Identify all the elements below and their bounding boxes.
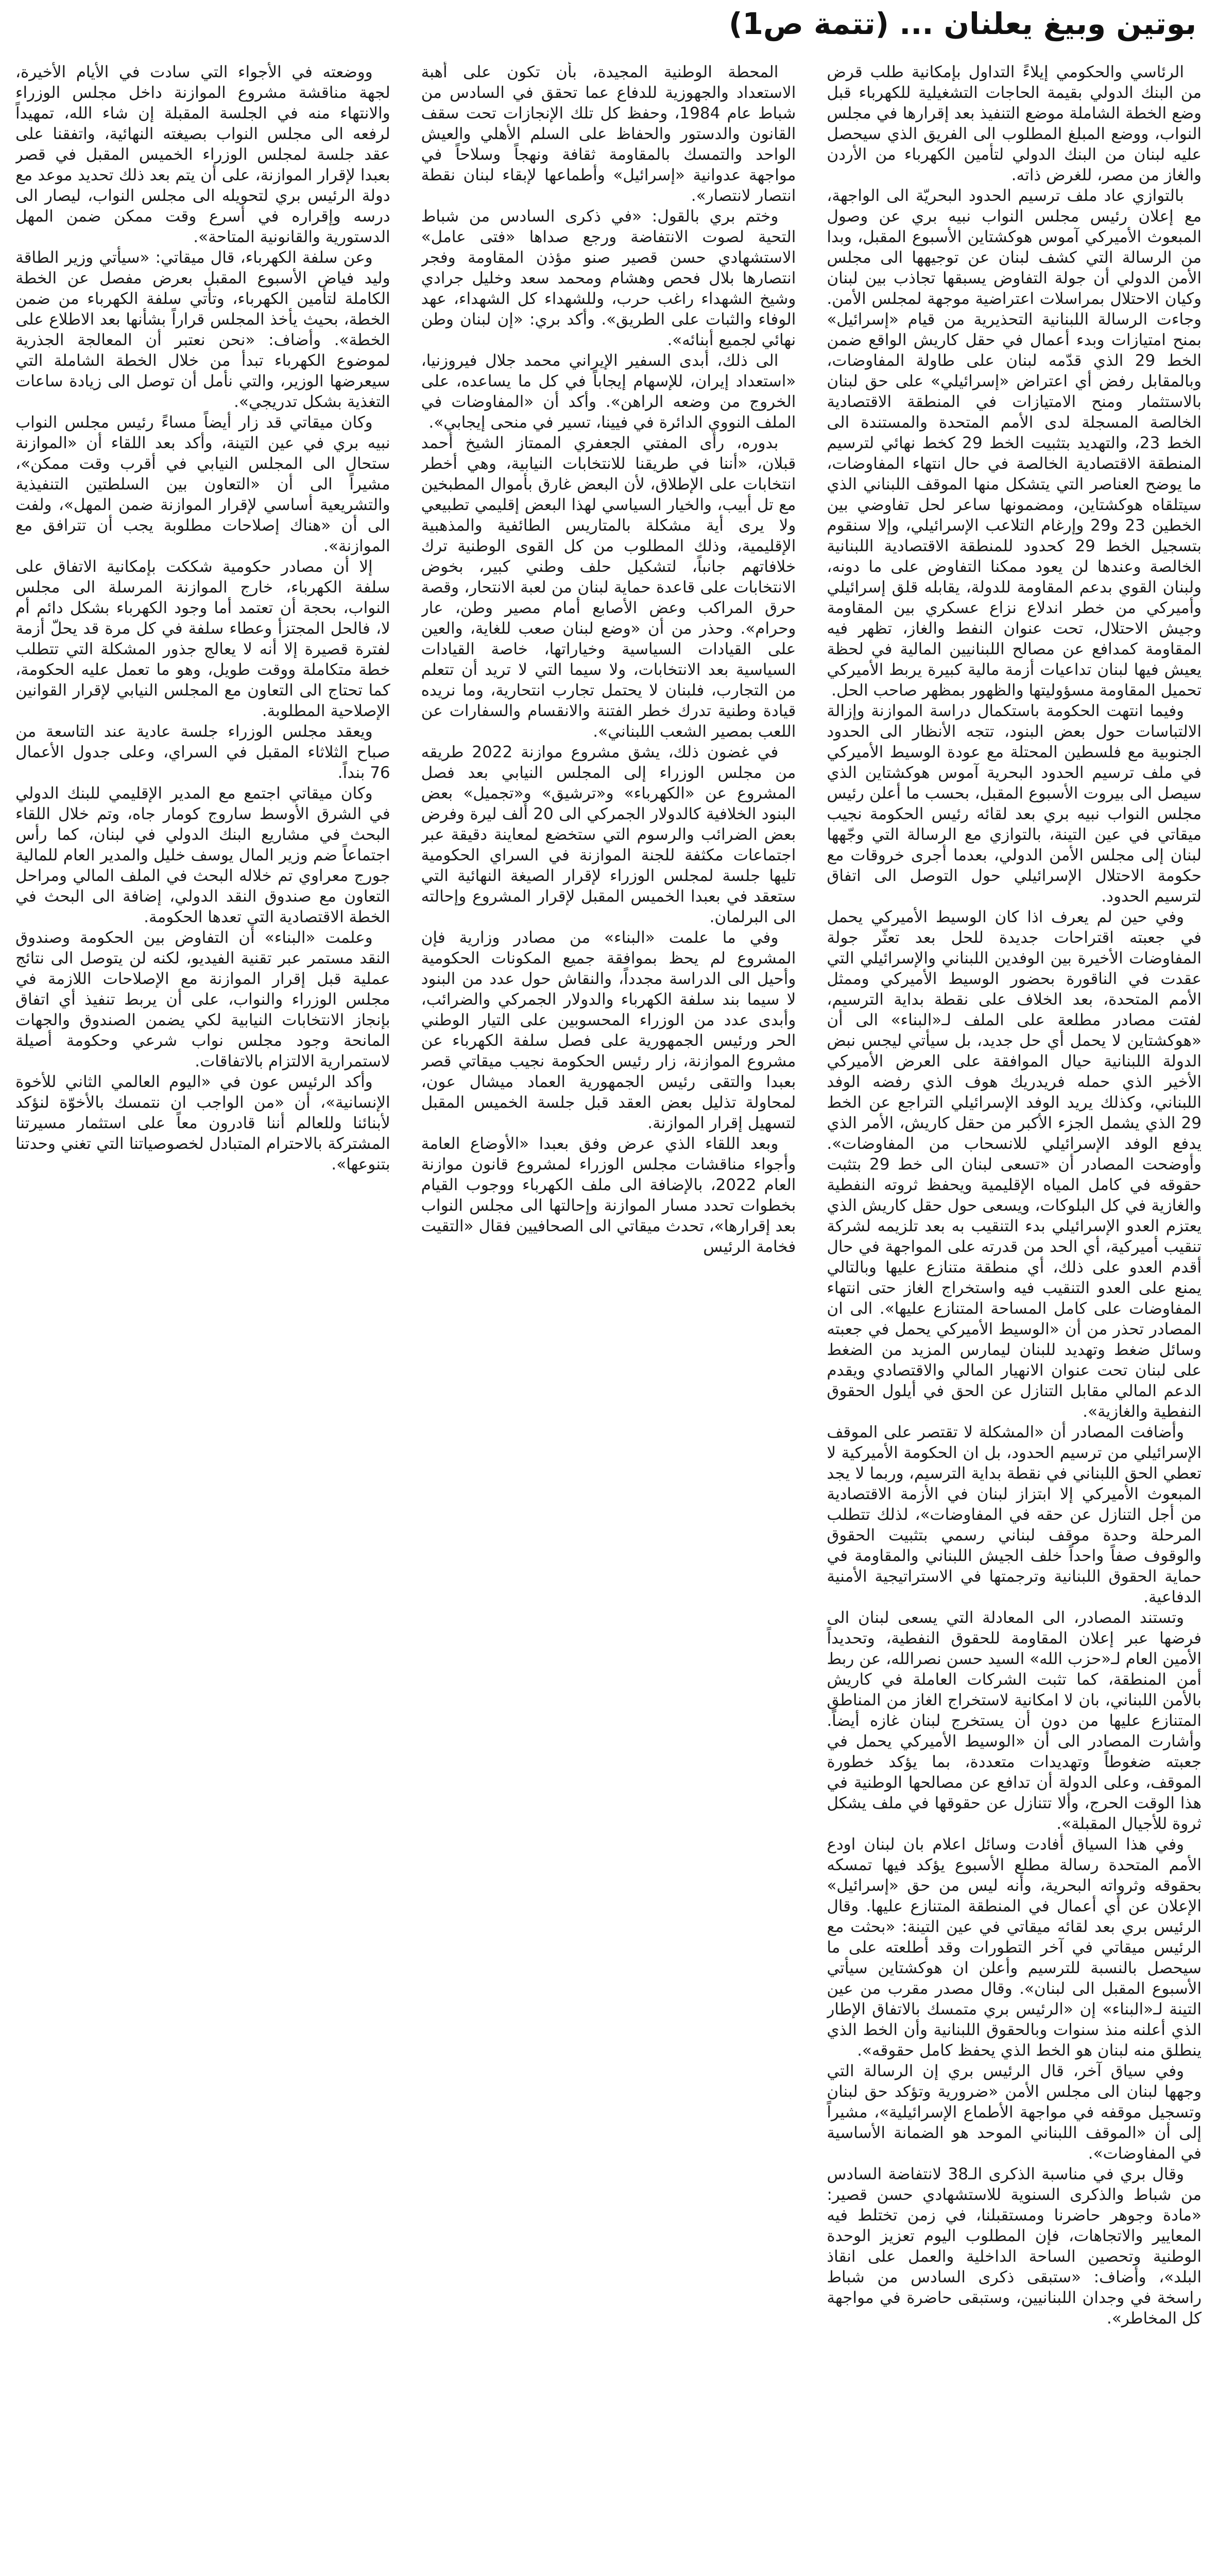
article-paragraph: وأضافت المصادر أن «المشكلة لا تقتصر على الموقف الإسرائيلي من ترسيم الحدود، بل ان الحكومة الأميركية لا تعطي الحق اللبناني في نقطة بداية الترسيم، وربما لا يجد المبعوث الأميركي إلا ابتزاز لبنان في الأزمة الاقتصادية من أجل التنازل عن حقه في المفاوضات»، لذلك تتطلب المرحلة وحدة موقف لبناني رسمي بتثبيت الحقوق والوقوف صفاً واحداً خلف الجيش اللبناني والمقاومة في حماية الحقوق اللبنانية وترجمتها في الاستراتيجية الأمنية الدفاعية. bbox=[827, 1423, 1202, 1606]
article-paragraph: وختم بري بالقول: «في ذكرى السادس من شباط التحية لصوت الانتفاضة ورجع صداها «فتى عامل» الاستشهادي حسن قصير صنو مؤذن المقاومة وفجر انتصارها بلال فحص وهشام ومحمد سعد وخليل جرادي وشيخ الشهداء راغب حرب، وللشهداء كل الشهداء، عهد الوفاء والثبات على الطريق». وأكد بري: «إن لبنان وطن نهائي لجميع أبنائه». bbox=[421, 207, 796, 349]
headline-bar bbox=[0, 0, 1217, 47]
article-paragraph: وفيما انتهت الحكومة باستكمال دراسة الموازنة وإزالة الالتباسات حول بعض البنود، تتجه الأنظار الى الحدود الجنوبية مع فلسطين المحتلة مع عودة الوسيط الأميركي في ملف ترسيم الحدود البحرية آموس هوكشتاين الذي سيصل الى بيروت الأسبوع المقبل، بحسب ما أعلن رئيس مجلس النواب نبيه بري بعد لقائه رئيس الحكومة نجيب ميقاتي في عين التينة، بالتوازي مع الرسالة التي وجّهها لبنان إلى مجلس الأمن الدولي، بعدما أجرى خروقات مع حكومة الاحتلال الإسرائيلي حول التوصل الى اتفاق لترسيم الحدود. bbox=[827, 702, 1202, 906]
article-paragraph: الرئاسي والحكومي إيلاءً التداول بإمكانية طلب قرض من البنك الدولي بقيمة الحاجات التشغيلية للكهرباء قبل وضع الخطة الشاملة موضع التنفيذ بعد إقرارها في مجلس النواب، ووضع المبلغ المطلوب الى الفريق الذي سيحصل عليه لبنان من البنك الدولي لتأمين الكهرباء من الأردن والغاز من مصر، للغرض ذاته. bbox=[827, 63, 1202, 184]
article-paragraph: وفي هذا السياق أفادت وسائل اعلام بان لبنان اودع الأمم المتحدة رسالة مطلع الأسبوع يؤكد فيها تمسكه بحقوقه وثرواته البحرية، وأنه ليس من حق «إسرائيل» الإعلان عن أي أعمال في المنطقة المتنازع عليها. وقال الرئيس بري بعد لقائه ميقاتي في عين التينة: «بحثت مع الرئيس ميقاتي في آخر التطورات وقد أطلعته على ما سيحصل بالنسبة للترسيم وأعلن ان هوكشتاين سيأتي الأسبوع المقبل الى لبنان». وقال مصدر مقرب من عين التينة لـ«البناء» إن «الرئيس بري متمسك بالاتفاق الإطار الذي أعلنه منذ سنوات وبالحقوق اللبنانية وأن الخط الذي ينطلق منه لبنان هو الخط الذي يحفظ كامل حقوقه». bbox=[827, 1835, 1202, 2060]
page-headline: بوتين وبيغ يعلنان ... (تتمة ص1) bbox=[728, 6, 1196, 41]
article-column-middle bbox=[421, 62, 796, 2576]
article-paragraph: وعن سلفة الكهرباء، قال ميقاتي: «سيأتي وزير الطاقة وليد فياض الأسبوع المقبل بعرض مفصل عن الخطة الكاملة لتأمين الكهرباء، وتأتي سلفة الكهرباء من ضمن الخطة، بحيث يأخذ المجلس قراراً بشأنها بعد الاطلاع على الخطة». وأضاف: «نحن نعتبر أن المعالجة الجذرية لموضوع الكهرباء تبدأ من خلال الخطة الشاملة التي سيعرضها الوزير، والتي نأمل أن توصل الى زيادة ساعات التغذية بشكل تدريجي». bbox=[15, 248, 390, 411]
article-paragraph: ووضعته في الأجواء التي سادت في الأيام الأخيرة، لجهة مناقشة مشروع الموازنة داخل مجلس الوزراء والانتهاء منه في الجلسة المقبلة إن شاء الله، تمهيداً لرفعه الى مجلس النواب بصيغته النهائية، واتفقنا على عقد جلسة لمجلس الوزراء الخميس المقبل في قصر بعبدا لإقرار الموازنة، على أن يتم بعد ذلك تحديد موعد مع دولة الرئيس بري لتحويله الى مجلس النواب، ليصار الى درسه وإقراره في أسرع وقت ممكن ضمن المهل الدستورية والقانونية المتاحة». bbox=[15, 63, 390, 246]
article-paragraph: وفي سياق آخر، قال الرئيس بري إن الرسالة التي وجهها لبنان الى مجلس الأمن «ضرورية وتؤكد حق لبنان وتسجيل موقفه في مواجهة الأطماع الإسرائيلية»، مشيراً إلى أن «الموقف اللبناني الموحد هو الضمانة الأساسية في المفاوضات». bbox=[827, 2062, 1202, 2163]
article-paragraph: وعلمت «البناء» أن التفاوض بين الحكومة وصندوق النقد مستمر عبر تقنية الفيديو، لكنه لن يتوصل الى نتائج عملية قبل إقرار الموازنة مع الإصلاحات اللازمة في مجلس الوزراء والنواب، على أن يربط تنفيذ أي اتفاق بإنجاز الانتخابات النيابية لكي يضمن الصندوق والجهات المانحة وجود مجلس نواب شرعي وحكومة أصيلة لاستمرارية الالتزام بالاتفاقات. bbox=[15, 928, 390, 1071]
article-columns bbox=[15, 62, 1202, 2576]
article-paragraph: وأكد الرئيس عون في «اليوم العالمي الثاني للأخوة الإنسانية»، أن «من الواجب ان نتمسك بالأخوّة لنؤكد لأبنائنا وللعالم أننا قادرون معاً على استثمار مسيرتنا المشتركة بالاحترام المتبادل لخصوصياتنا التي تغني وحدتنا بتنوعها». bbox=[15, 1073, 390, 1174]
article-paragraph: في غضون ذلك، يشق مشروع موازنة 2022 طريقه من مجلس الوزراء إلى المجلس النيابي بعد فصل المشروع عن «الكهرباء» و«ترشيق» و«تجميل» بعض البنود الخلافية كالدولار الجمركي الى 20 ألف ليرة وفرض بعض الضرائب والرسوم التي ستخضع لمعاينة دقيقة عبر اجتماعات مكثفة للجنة الموازنة في السراي الحكومية تليها جلسة لمجلس الوزراء لإقرار الصيغة النهائية التي ستعقد في بعبدا الخميس المقبل لإقرار المشروع وإحالته الى البرلمان. bbox=[421, 743, 796, 926]
article-paragraph: الى ذلك، أبدى السفير الإيراني محمد جلال فيروزنيا، «استعداد إيران، للإسهام إيجاباً في كل ما يساعده، على الخروج من وضعه الراهن». وأكد أن «المفاوضات في الملف النووي الدائرة في فيينا، تسير في منحى إيجابي». bbox=[421, 351, 796, 432]
article-paragraph: وكان ميقاتي قد زار أيضاً مساءً رئيس مجلس النواب نبيه بري في عين التينة، وأكد بعد اللقاء أن «الموازنة ستحال الى المجلس النيابي في أقرب وقت ممكن»، مشيراً الى أن «التعاون بين السلطتين التنفيذية والتشريعية أساسي لإقرار الموازنة ضمن المهل»، ولفت الى أن «هناك إصلاحات مطلوبة يجب أن تترافق مع الموازنة». bbox=[15, 413, 390, 555]
article-paragraph: إلا أن مصادر حكومية شككت بإمكانية الاتفاق على سلفة الكهرباء، خارج الموازنة المرسلة الى مجلس النواب، بحجة أن تعتمد أما وجود الكهرباء بشكل دائم أم لا، فالحل المجتزأ وعطاء سلفة في كل مرة قد يحلّ أزمة لفترة قصيرة إلا أنه لا يعالج جذور المشكلة التي تتطلب خطة متكاملة ووقت طويل، وهو ما تعمل عليه الحكومة، كما تحتاج الى التعاون مع المجلس النيابي لإقرار القوانين الإصلاحية المطلوبة. bbox=[15, 557, 390, 720]
article-paragraph: بالتوازي عاد ملف ترسيم الحدود البحريّة الى الواجهة، مع إعلان رئيس مجلس النواب نبيه بري عن وصول المبعوث الأميركي آموس هوكشتاين الأسبوع المقبل، وبدا من الرسالة التي كشف لبنان عن توجيهها الى مجلس الأمن الدولي أن جولة التفاوض يسبقها تجاذب بين لبنان وكيان الاحتلال بمراسلات اعتراضية موجهة لمجلس الأمن. وجاءت الرسالة اللبنانية التحذيرية من قيام «إسرائيل» بمنح امتيازات وبدء أعمال في حقل كاريش الواقع ضمن الخط 29 الذي قدّمه لبنان على طاولة المفاوضات، وبالمقابل رفض أي اعتراض «إسرائيلي» على حق لبنان بالاستثمار ومنح الامتيازات في المنطقة الاقتصادية الخالصة المسجلة لدى الأمم المتحدة والمستندة الى الخط 23، والتهديد بتثبيت الخط 29 كخط نهائي لترسيم المنطقة الاقتصادية الخالصة في حال انتهاء المفاوضات، ما يوضح العناصر التي يتشكل منها الموقف اللبناني الذي سيتلقاه هوكشتاين، ومضمونها ساعر لحل تفاوضي بين الخطين 23 و29 وإرغام التلاعب الإسرائيلي، وإلا سنقوم بتسجيل الخط 29 كحدود للمنطقة الاقتصادية اللبنانية الخالصة وعندها لن يعود ممكنا التفاوض على ما دونه، ولبنان القوي بدعم المقاومة للدولة، يقابله قلق إسرائيلي وأميركي من خطر اندلاع نزاع عسكري بين المقاومة وجيش الاحتلال، تحت عنوان النفط والغاز، تظهر فيه المقاومة كمدافع عن مصالح اللبنانيين المالية في لحظة يعيش فيها لبنان تداعيات أزمة مالية كبيرة يربط الأميركي تحميل المقاومة مسؤوليتها والظهور بمظهر صاحب الحل. bbox=[827, 187, 1202, 700]
article-paragraph: بدوره، رأى المفتي الجعفري الممتاز الشيخ أحمد قبلان، «أننا في طريقنا للانتخابات النيابية، وهي أخطر انتخابات على الإطلاق، لأن البعض غارق بأموال المطبخين مع تل أبيب، والخيار السياسي لهذا البعض إقليمي تطبيعي ولا يرى أية مشكلة بالمتاريس الطائفية والمذهبية الإقليمية، وذلك المطلوب من كل القوى الوطنية ترك خلافاتهم جانباً، لتشكيل حلف وطني كبير، بخوض الانتخابات على قاعدة حماية لبنان من لعبة الانتحار، وقصة حرق المراكب وعض الأصابع أمام مصير وطن، عار وحرام». وحذر من أن «وضع لبنان صعب للغاية، والعين على القيادات السياسية وخياراتها، خاصة القيادات السياسية بعد الانتخابات، ولا سيما التي لا تريد أن تتعلم من التجارب، فلبنان لا يحتمل تجارب انتحارية، وما نريده قيادة وطنية تدرك خطر الفتنة والانقسام والسفارات عن اللعب بمصير الشعب اللبناني». bbox=[421, 434, 796, 741]
article-column-right bbox=[827, 62, 1202, 2576]
article-paragraph: وتستند المصادر، الى المعادلة التي يسعى لبنان الى فرضها عبر إعلان المقاومة للحقوق النفطية، وتحديداً الأمين العام لـ«حزب الله» السيد حسن نصرالله، عن ربط أمن المنطقة، كما تثبت الشركات العاملة في كاريش بالأمن اللبناني، بان لا امكانية لاستخراج الغاز من المناطق المتنازع عليها من دون أن يستخرج لبنان غازه أيضاً. وأشارت المصادر الى أن «الوسيط الأميركي يحمل في جعبته ضغوطاً وتهديدات متعددة، بما يؤكد خطورة الموقف، وعلى الدولة أن تدافع عن مصالحها الوطنية في هذا الوقت الحرج، وألا تتنازل عن حقوقها في ملف يشكل ثروة للأجيال المقبلة». bbox=[827, 1608, 1202, 1833]
article-paragraph: وبعد اللقاء الذي عرض وفق بعبدا «الأوضاع العامة وأجواء مناقشات مجلس الوزراء لمشروع قانون موازنة العام 2022، بالإضافة الى ملف الكهرباء ووجوب القيام بخطوات تحدد مسار الموازنة وإحالتها الى مجلس النواب بعد إقرارها»، تحدث ميقاتي الى الصحافيين فقال «التقيت فخامة الرئيس bbox=[421, 1134, 796, 1256]
article-column-left bbox=[15, 62, 390, 2576]
article-paragraph: وفي ما علمت «البناء» من مصادر وزارية فإن المشروع لم يحظ بموافقة جميع المكونات الحكومية وأحيل الى الدراسة مجدداً، والنقاش حول عدد من البنود لا سيما بند سلفة الكهرباء والدولار الجمركي والضرائب، وأبدى عدد من الوزراء المحسوبين على التيار الوطني الحر ورئيس الجمهورية على فصل سلفة الكهرباء عن مشروع الموازنة، زار رئيس الحكومة نجيب ميقاتي قصر بعبدا والتقى رئيس الجمهورية العماد ميشال عون، لمحاولة تذليل بعض العقد قبل جلسة الخميس المقبل لتسهيل إقرار الموازنة. bbox=[421, 928, 796, 1132]
article-paragraph: وقال بري في مناسبة الذكرى الـ38 لانتفاضة السادس من شباط والذكرى السنوية للاستشهادي حسن قصير: «مادة وجوهر حاضرنا ومستقبلنا، في زمن تختلط فيه المعايير والاتجاهات، فإن المطلوب اليوم تعزيز الوحدة الوطنية وتحصين الساحة الداخلية والعمل على انقاذ البلد»، وأضاف: «ستبقى ذكرى السادس من شباط راسخة في وجدان اللبنانيين، وستبقى حاضرة في مواجهة كل المخاطر». bbox=[827, 2165, 1202, 2328]
article-paragraph: وفي حين لم يعرف اذا كان الوسيط الأميركي يحمل في جعبته اقتراحات جديدة للحل بعد تعثّر جولة المفاوضات الأخيرة بين الوفدين اللبناني والإسرائيلي التي عقدت في الناقورة بحضور الوسيط الأميركي وممثل الأمم المتحدة، بعد الخلاف على نقطة بداية الترسيم، لفتت مصادر مطلعة على الملف لـ«البناء» الى أن «هوكشتاين لا يحمل أي حل جديد، بل سيأتي ليجس نبض الدولة اللبنانية حيال الموافقة على العرض الأميركي الأخير الذي حمله فريدريك هوف الذي رفضه الوفد اللبناني، وكذلك يريد الوفد الإسرائيلي التراجع عن الخط 29 الذي يشمل الجزء الأكبر من حقل كاريش، الأمر الذي يدفع الوفد الإسرائيلي للانسحاب من المفاوضات». وأوضحت المصادر أن «تسعى لبنان الى خط 29 بتثبت حقوقه في كامل المياه الإقليمية ويحفظ ثروته النفطية والغازية في كل البلوكات، ويسعى حول حقل كاريش الذي يعتزم العدو الإسرائيلي بدء التنقيب به بعد تلزيمه لشركة تنقيب أميركية، أي الحد من قدرته على المواجهة في حال أقدم العدو على ذلك، أي منطقة متنازع عليها وبالتالي يمنع على العدو التنقيب فيه واستخراج الغاز حتى انتهاء المفاوضات على كامل المساحة المتنازع عليها». الى ان المصادر تحذر من أن «الوسيط الأميركي يحمل في جعبته وسائل ضغط وتهديد للبنان ليمارس المزيد من الضغط على لبنان تحت عنوان الانهيار المالي والاقتصادي ويقدم الدعم المالي مقابل التنازل عن الحق في أيلول الحقوق النفطية والغازية». bbox=[827, 908, 1202, 1421]
article-paragraph: المحطة الوطنية المجيدة، بأن تكون على أهبة الاستعداد والجهوزية للدفاع عما تحقق في السادس من شباط عام 1984، وحفظ كل تلك الإنجازات تحت سقف القانون والدستور والحفاظ على السلم الأهلي والعيش الواحد والتمسك بالمقاومة ثقافة ونهجاً وسلاحاً في مواجهة عدوانية «إسرائيل» وأطماعها لإبقاء لبنان نقطة انتصار لانتصار». bbox=[421, 63, 796, 205]
article-paragraph: ويعقد مجلس الوزراء جلسة عادية عند التاسعة من صباح الثلاثاء المقبل في السراي، وعلى جدول الأعمال 76 بنداً. bbox=[15, 722, 390, 782]
article-paragraph: وكان ميقاتي اجتمع مع المدير الإقليمي للبنك الدولي في الشرق الأوسط ساروج كومار جاه، وتم خلال اللقاء البحث في مشاريع البنك الدولي في لبنان، كما رأس اجتماعاً ضم وزير المال يوسف خليل والمدير العام للمالية جورج معراوي تم خلاله البحث في الملف المالي ومراحل التعاون مع صندوق النقد الدولي، إضافة الى البحث في الخطة الاقتصادية التي تعدها الحكومة. bbox=[15, 784, 390, 926]
